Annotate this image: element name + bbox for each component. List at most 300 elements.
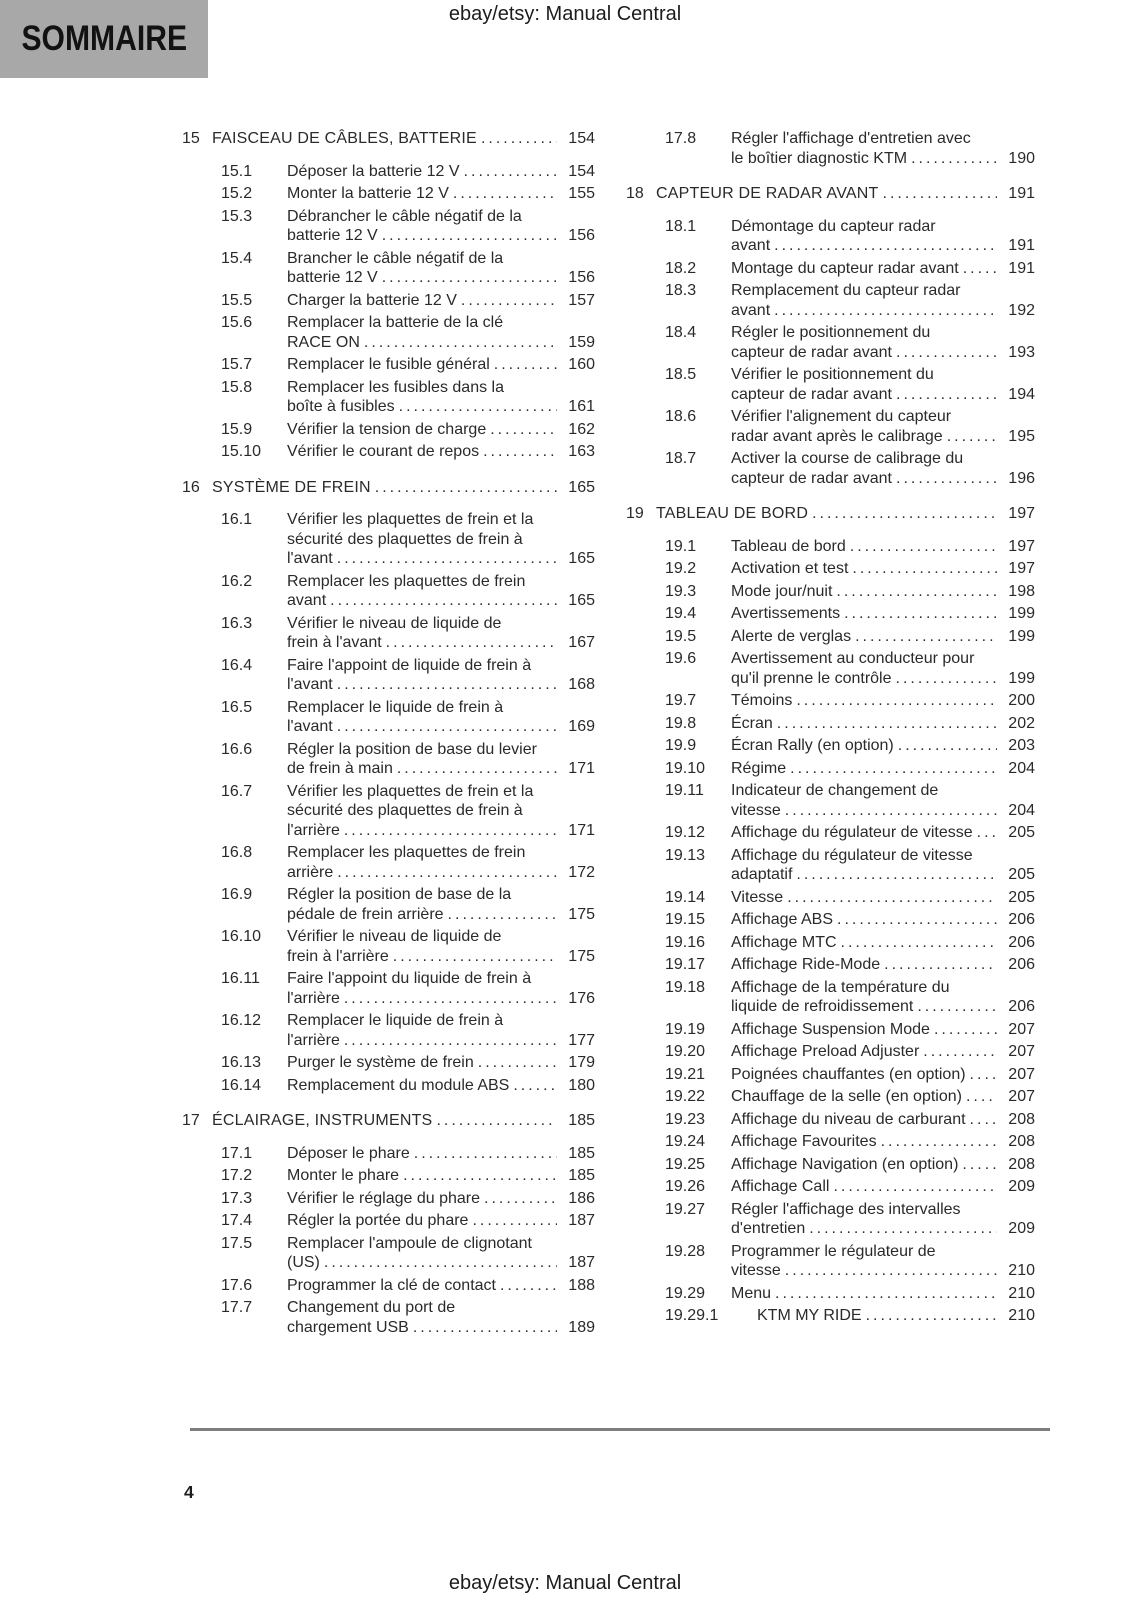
entry-text: Déposer la batterie 12 V: [287, 162, 460, 180]
toc-section-heading: [182, 129, 595, 149]
dot-leader: [513, 1076, 557, 1096]
dot-leader: [337, 863, 557, 883]
entry-number: 15.4: [221, 249, 253, 267]
dot-leader: [787, 888, 997, 908]
toc-entry: [665, 1065, 1035, 1085]
entry-number: 19.1: [665, 537, 697, 555]
entry-text: batterie 12 V: [287, 269, 378, 286]
entry-page: 210: [1008, 1307, 1035, 1324]
dot-leader: [962, 1155, 997, 1175]
entry-text: frein à l'arrière: [287, 947, 389, 965]
entry-number: 19.11: [665, 782, 704, 799]
dot-leader: [852, 559, 997, 579]
entry-page: 187: [568, 1212, 595, 1229]
entry-page: 202: [1008, 714, 1035, 732]
toc-entry: [665, 129, 1035, 168]
entry-page: 177: [568, 1031, 595, 1049]
dot-leader: [382, 226, 557, 246]
entry-page: 198: [1008, 582, 1035, 600]
entry-number: 18.2: [665, 259, 697, 277]
entry-text-line: sécurité des plaquettes de frein à: [287, 802, 523, 819]
dot-leader: [472, 1211, 557, 1231]
entry-number: 15.3: [221, 207, 253, 225]
entry-page: 206: [1008, 911, 1035, 928]
entry-text-line: Remplacer les fusibles dans la: [287, 378, 504, 396]
entry-text-line: Régler la position de base du levier: [287, 740, 537, 758]
dot-leader: [414, 1144, 557, 1164]
entry-text: boîte à fusibles: [287, 398, 395, 415]
entry-page: 156: [568, 269, 595, 286]
toc-entry: [221, 184, 595, 204]
entry-page: 196: [1008, 469, 1035, 487]
toc-entry: [221, 442, 595, 462]
dot-leader: [324, 1253, 557, 1273]
section-page: 154: [568, 130, 595, 147]
toc-entry: [221, 1276, 595, 1296]
dot-leader: [896, 343, 997, 363]
dot-leader: [883, 184, 997, 204]
toc-entry: [221, 969, 595, 1008]
entry-number: 18.6: [665, 408, 697, 425]
entry-text-line: Vérifier les plaquettes de frein et la: [287, 782, 534, 800]
dot-leader: [481, 129, 557, 149]
toc-entry: [665, 714, 1035, 734]
entry-number: 19.22: [665, 1088, 706, 1105]
toc-entry: [221, 207, 595, 246]
toc-entry: [221, 1011, 595, 1050]
toc-entry: [221, 378, 595, 417]
dot-leader: [483, 442, 557, 462]
entry-number: 18.3: [665, 282, 697, 299]
entry-number: 17.6: [221, 1276, 253, 1294]
entry-number: 19.15: [665, 911, 706, 928]
toc-column-right: [626, 129, 1035, 1340]
entry-text: capteur de radar avant: [731, 385, 892, 403]
entry-text: Vérifier la tension de charge: [287, 420, 487, 438]
dot-leader: [844, 604, 997, 624]
toc-entry: [221, 782, 595, 841]
entry-page: 206: [1008, 998, 1035, 1015]
entry-text-line: Indicateur de changement de: [731, 782, 939, 799]
entry-text-line: Remplacer les plaquettes de frein: [287, 844, 526, 861]
dot-leader: [494, 355, 557, 375]
entry-page: 189: [568, 1318, 595, 1336]
entry-number: 19.20: [665, 1043, 706, 1060]
entry-number: 16.8: [221, 844, 253, 861]
toc-entry: [665, 582, 1035, 602]
entry-number: 19.23: [665, 1110, 706, 1128]
section-page: 197: [1008, 505, 1035, 522]
entry-text: Remplacer le fusible général: [287, 356, 490, 373]
entry-page: 161: [568, 398, 595, 415]
dot-leader: [448, 905, 557, 925]
entry-text: Mode jour/nuit: [731, 582, 833, 600]
entry-number: 19.10: [665, 759, 706, 777]
toc-entry: [665, 1177, 1035, 1197]
entry-text: Monter la batterie 12 V: [287, 185, 449, 202]
dot-leader: [837, 910, 997, 930]
entry-number: 19.18: [665, 978, 706, 996]
toc-entry: [665, 259, 1035, 279]
entry-text: Monter le phare: [287, 1167, 400, 1184]
entry-text: Avertissements: [731, 605, 841, 622]
entry-page: 197: [1008, 560, 1035, 577]
entry-page: 195: [1008, 427, 1035, 445]
entry-number: 15.2: [221, 185, 253, 202]
entry-number: 19.12: [665, 824, 706, 841]
entry-text: capteur de radar avant: [731, 343, 892, 361]
entry-number: 18.4: [665, 324, 697, 341]
entry-page: 180: [568, 1076, 595, 1094]
entry-number: 19.2: [665, 560, 697, 577]
entry-number: 16.13: [221, 1054, 262, 1071]
dot-leader: [970, 1065, 997, 1085]
entry-number: 19.3: [665, 582, 697, 600]
section-title: ÉCLAIRAGE, INSTRUMENTS: [212, 1112, 433, 1129]
toc-entry: [665, 537, 1035, 557]
section-page: 165: [568, 478, 595, 496]
entry-text-line: Avertissement au conducteur pour: [731, 650, 975, 667]
entry-text: Chauffage de la selle (en option): [731, 1088, 962, 1105]
entry-page: 200: [1008, 692, 1035, 709]
entry-text: Charger la batterie 12 V: [287, 291, 457, 309]
section-title: FAISCEAU DE CÂBLES, BATTERIE: [212, 130, 477, 147]
entry-page: 167: [568, 634, 595, 651]
toc-entry: [665, 736, 1035, 756]
section-number: 15: [182, 130, 200, 147]
entry-text-line: Démontage du capteur radar: [731, 217, 936, 235]
toc-entry: [665, 627, 1035, 647]
dot-leader: [836, 582, 997, 602]
entry-number: 16.2: [221, 572, 253, 590]
entry-page: 206: [1008, 933, 1035, 951]
entry-number: 16.3: [221, 614, 253, 632]
toc-entry: [665, 1200, 1035, 1239]
entry-page: 162: [568, 420, 595, 438]
dot-leader: [500, 1276, 557, 1296]
entry-text: RACE ON: [287, 333, 360, 351]
entry-number: 18.5: [665, 366, 697, 383]
entry-number: 17.1: [221, 1144, 253, 1162]
entry-page: 165: [568, 550, 595, 567]
entry-page: 185: [568, 1144, 595, 1162]
entry-text: l'arrière: [287, 821, 340, 839]
entry-text: Tableau de bord: [731, 537, 846, 555]
dot-leader: [464, 162, 557, 182]
entry-text: Écran: [731, 714, 773, 732]
toc-entry: [221, 510, 595, 569]
dot-leader: [911, 149, 997, 169]
section-title: CAPTEUR DE RADAR AVANT: [656, 185, 879, 202]
entry-number: 19.27: [665, 1200, 706, 1218]
dot-leader: [344, 1031, 557, 1051]
entry-page: 204: [1008, 801, 1035, 819]
dot-leader: [881, 1132, 997, 1152]
dot-leader: [785, 1261, 997, 1281]
entry-page: 163: [568, 443, 595, 460]
toc-entry: [665, 1242, 1035, 1281]
entry-text: Affichage Preload Adjuster: [731, 1043, 920, 1060]
toc-entry: [665, 323, 1035, 362]
entry-text: Montage du capteur radar avant: [731, 259, 959, 277]
entry-number: 15.6: [221, 314, 253, 331]
entry-number: 15.7: [221, 356, 253, 373]
entry-number: 18.7: [665, 450, 697, 467]
entry-number: 15.1: [221, 162, 253, 180]
toc-entry: [221, 1053, 595, 1073]
entry-text: arrière: [287, 863, 334, 881]
entry-text: Régime: [731, 759, 787, 777]
toc-entry: [665, 888, 1035, 908]
entry-text: l'arrière: [287, 989, 340, 1007]
toc-section-heading: [626, 184, 1035, 204]
dot-leader: [850, 537, 997, 557]
entry-number: 16.1: [221, 511, 253, 528]
entry-text: l'avant: [287, 718, 333, 735]
dot-leader: [966, 1087, 997, 1107]
entry-page: 176: [568, 989, 595, 1007]
entry-text: avant: [731, 301, 771, 319]
dot-leader: [947, 427, 997, 447]
entry-page: 187: [568, 1254, 595, 1271]
section-title: SYSTÈME DE FREIN: [212, 478, 371, 496]
section-page: 191: [1008, 185, 1035, 202]
entry-text: Affichage MTC: [731, 933, 837, 951]
entry-text: l'arrière: [287, 1031, 340, 1049]
entry-text: Menu: [731, 1284, 772, 1302]
entry-page: 199: [1008, 605, 1035, 622]
toc-section-heading: [626, 504, 1035, 524]
entry-page: 185: [568, 1167, 595, 1184]
entry-number: 17.7: [221, 1299, 253, 1316]
entry-number: 17.2: [221, 1167, 253, 1184]
entry-text: Vérifier le courant de repos: [287, 443, 480, 460]
entry-text-line: Activer la course de calibrage du: [731, 450, 964, 467]
dot-leader: [337, 675, 557, 695]
dot-leader: [364, 333, 557, 353]
entry-text-line: Programmer le régulateur de: [731, 1242, 936, 1260]
entry-number: 16.11: [221, 970, 260, 987]
toc-entry: [221, 698, 595, 737]
entry-number: 15.9: [221, 420, 253, 438]
toc-entry: [221, 1189, 595, 1209]
dot-leader: [785, 801, 997, 821]
entry-text: Témoins: [731, 692, 793, 709]
toc-entry: [665, 1155, 1035, 1175]
entry-text-line: Débrancher le câble négatif de la: [287, 207, 522, 225]
dot-leader: [896, 669, 998, 689]
entry-text-line: Vérifier les plaquettes de frein et la: [287, 511, 534, 528]
entry-number: 17.4: [221, 1212, 253, 1229]
toc-entry: [665, 823, 1035, 843]
dot-leader: [963, 259, 997, 279]
entry-number: 16.7: [221, 782, 253, 800]
entry-text: Affichage du niveau de carburant: [731, 1110, 966, 1128]
entry-text-line: Régler l'affichage des intervalles: [731, 1200, 961, 1218]
entry-text-line: Vérifier le niveau de liquide de: [287, 928, 502, 945]
entry-text: Alerte de verglas: [731, 627, 852, 645]
toc-entry: [665, 1110, 1035, 1130]
toc-entry: [221, 249, 595, 288]
entry-number: 19.29.1: [665, 1307, 719, 1324]
toc-entry: [221, 740, 595, 779]
entry-page: 171: [568, 760, 595, 777]
toc-entry: [665, 407, 1035, 446]
entry-text: capteur de radar avant: [731, 469, 892, 487]
toc-entry: [665, 846, 1035, 885]
entry-text-line: Remplacer les plaquettes de frein: [287, 572, 526, 590]
entry-page: 155: [568, 185, 595, 202]
entry-page: 207: [1008, 1043, 1035, 1060]
entry-page: 172: [568, 863, 595, 881]
dot-leader: [841, 933, 997, 953]
entry-text: d'entretien: [731, 1220, 806, 1237]
section-title: TABLEAU DE BORD: [656, 505, 809, 522]
entry-page: 168: [568, 676, 595, 693]
entry-page: 210: [1008, 1262, 1035, 1279]
entry-number: 16.6: [221, 740, 253, 758]
toc-entry: [665, 1306, 1035, 1326]
toc-entry: [221, 1234, 595, 1273]
dot-leader: [484, 1189, 557, 1209]
entry-number: 19.5: [665, 627, 697, 645]
dot-leader: [898, 736, 997, 756]
dot-leader: [403, 1166, 557, 1186]
toc-entry: [221, 614, 595, 653]
dot-leader: [855, 627, 997, 647]
entry-page: 203: [1008, 737, 1035, 754]
entry-page: 160: [568, 356, 595, 373]
entry-text: Poignées chauffantes (en option): [731, 1065, 966, 1083]
dot-leader: [833, 1177, 997, 1197]
entry-text: pédale de frein arrière: [287, 905, 444, 923]
entry-text-line: Remplacer le liquide de frein à: [287, 698, 504, 716]
dot-leader: [775, 1284, 997, 1304]
entry-text: Activation et test: [731, 560, 849, 577]
dot-leader: [413, 1318, 557, 1338]
toc-entry: [221, 1076, 595, 1096]
entry-text: Affichage Ride-Mode: [731, 956, 881, 973]
entry-number: 19.25: [665, 1155, 706, 1173]
entry-text-line: Vérifier le niveau de liquide de: [287, 614, 502, 632]
toc-entry: [665, 910, 1035, 930]
toc-entry: [221, 885, 595, 924]
entry-page: 190: [1008, 149, 1035, 167]
toc-entry: [665, 365, 1035, 404]
entry-number: 19.26: [665, 1178, 706, 1195]
entry-page: 199: [1008, 669, 1035, 687]
section-number: 16: [182, 478, 200, 496]
entry-number: 16.12: [221, 1012, 262, 1029]
entry-number: 19.9: [665, 737, 697, 754]
toc-entry: [221, 313, 595, 352]
dot-leader: [344, 989, 557, 1009]
entry-page: 208: [1008, 1133, 1035, 1150]
entry-page: 186: [568, 1189, 595, 1207]
entry-text: vitesse: [731, 801, 781, 819]
entry-page: 192: [1008, 301, 1035, 319]
entry-text-line: Régler le positionnement du: [731, 324, 931, 341]
dot-leader: [478, 1053, 557, 1073]
dot-leader: [884, 955, 997, 975]
entry-page: 205: [1008, 866, 1035, 883]
entry-page: 169: [568, 718, 595, 735]
entry-text-line: Changement du port de: [287, 1299, 456, 1316]
dot-leader: [796, 865, 997, 885]
entry-number: 19.13: [665, 846, 706, 864]
entry-number: 16.4: [221, 656, 253, 674]
dot-leader: [393, 947, 557, 967]
entry-text: avant: [731, 237, 771, 254]
dot-leader: [375, 478, 557, 498]
toc-section-heading: [182, 478, 595, 498]
entry-page: 191: [1008, 259, 1035, 277]
sommaire-box: [0, 0, 208, 78]
entry-text: frein à l'avant: [287, 634, 382, 651]
entry-page: 208: [1008, 1110, 1035, 1128]
entry-text-line: Remplacer l'ampoule de clignotant: [287, 1234, 532, 1252]
entry-number: 19.17: [665, 956, 706, 973]
toc-entry: [221, 1211, 595, 1231]
entry-page: 207: [1008, 1065, 1035, 1083]
entry-number: 19.24: [665, 1133, 706, 1150]
entry-number: 19.6: [665, 650, 697, 667]
dot-leader: [934, 1020, 997, 1040]
dot-leader: [970, 1110, 997, 1130]
header-title: ebay/etsy: Manual Central: [448, 3, 682, 25]
dot-leader: [397, 759, 557, 779]
dot-leader: [866, 1306, 997, 1326]
toc-entry: [221, 1298, 595, 1337]
entry-page: 206: [1008, 956, 1035, 973]
entry-text: avant: [287, 592, 327, 609]
entry-text-line: Faire l'appoint du liquide de frein à: [287, 970, 532, 987]
entry-text-line: Remplacer la batterie de la clé: [287, 314, 504, 331]
entry-number: 16.14: [221, 1076, 262, 1094]
entry-page: 188: [568, 1276, 595, 1294]
entry-text: Déposer le phare: [287, 1144, 410, 1162]
entry-page: 175: [568, 905, 595, 923]
section-page: 185: [568, 1112, 595, 1129]
toc-entry: [221, 162, 595, 182]
dot-leader: [344, 821, 557, 841]
toc-entry: [665, 759, 1035, 779]
toc-entry: [221, 420, 595, 440]
footer-title: ebay/etsy: Manual Central: [448, 1572, 682, 1594]
entry-page: 194: [1008, 385, 1035, 403]
entry-page: 209: [1008, 1178, 1035, 1195]
entry-page: 210: [1008, 1284, 1035, 1302]
toc-column-left: [182, 129, 595, 1340]
entry-text: Affichage ABS: [731, 911, 833, 928]
entry-text: l'avant: [287, 550, 333, 567]
entry-number: 19.19: [665, 1020, 706, 1038]
entry-text-line: Remplacer le liquide de frein à: [287, 1012, 504, 1029]
toc-entry: [665, 933, 1035, 953]
entry-text-line: Vérifier le positionnement du: [731, 366, 934, 383]
entry-page: 157: [568, 291, 595, 309]
entry-text: chargement USB: [287, 1318, 409, 1336]
entry-text: (US): [287, 1254, 320, 1271]
toc-entry: [665, 449, 1035, 488]
entry-text-line: Régler l'affichage d'entretien avec: [731, 130, 971, 147]
entry-text: adaptatif: [731, 866, 793, 883]
entry-page: 154: [568, 162, 595, 180]
entry-text: Affichage Suspension Mode: [731, 1020, 930, 1038]
toc-entry: [665, 691, 1035, 711]
dot-leader: [809, 1219, 997, 1239]
dot-leader: [436, 1111, 557, 1131]
